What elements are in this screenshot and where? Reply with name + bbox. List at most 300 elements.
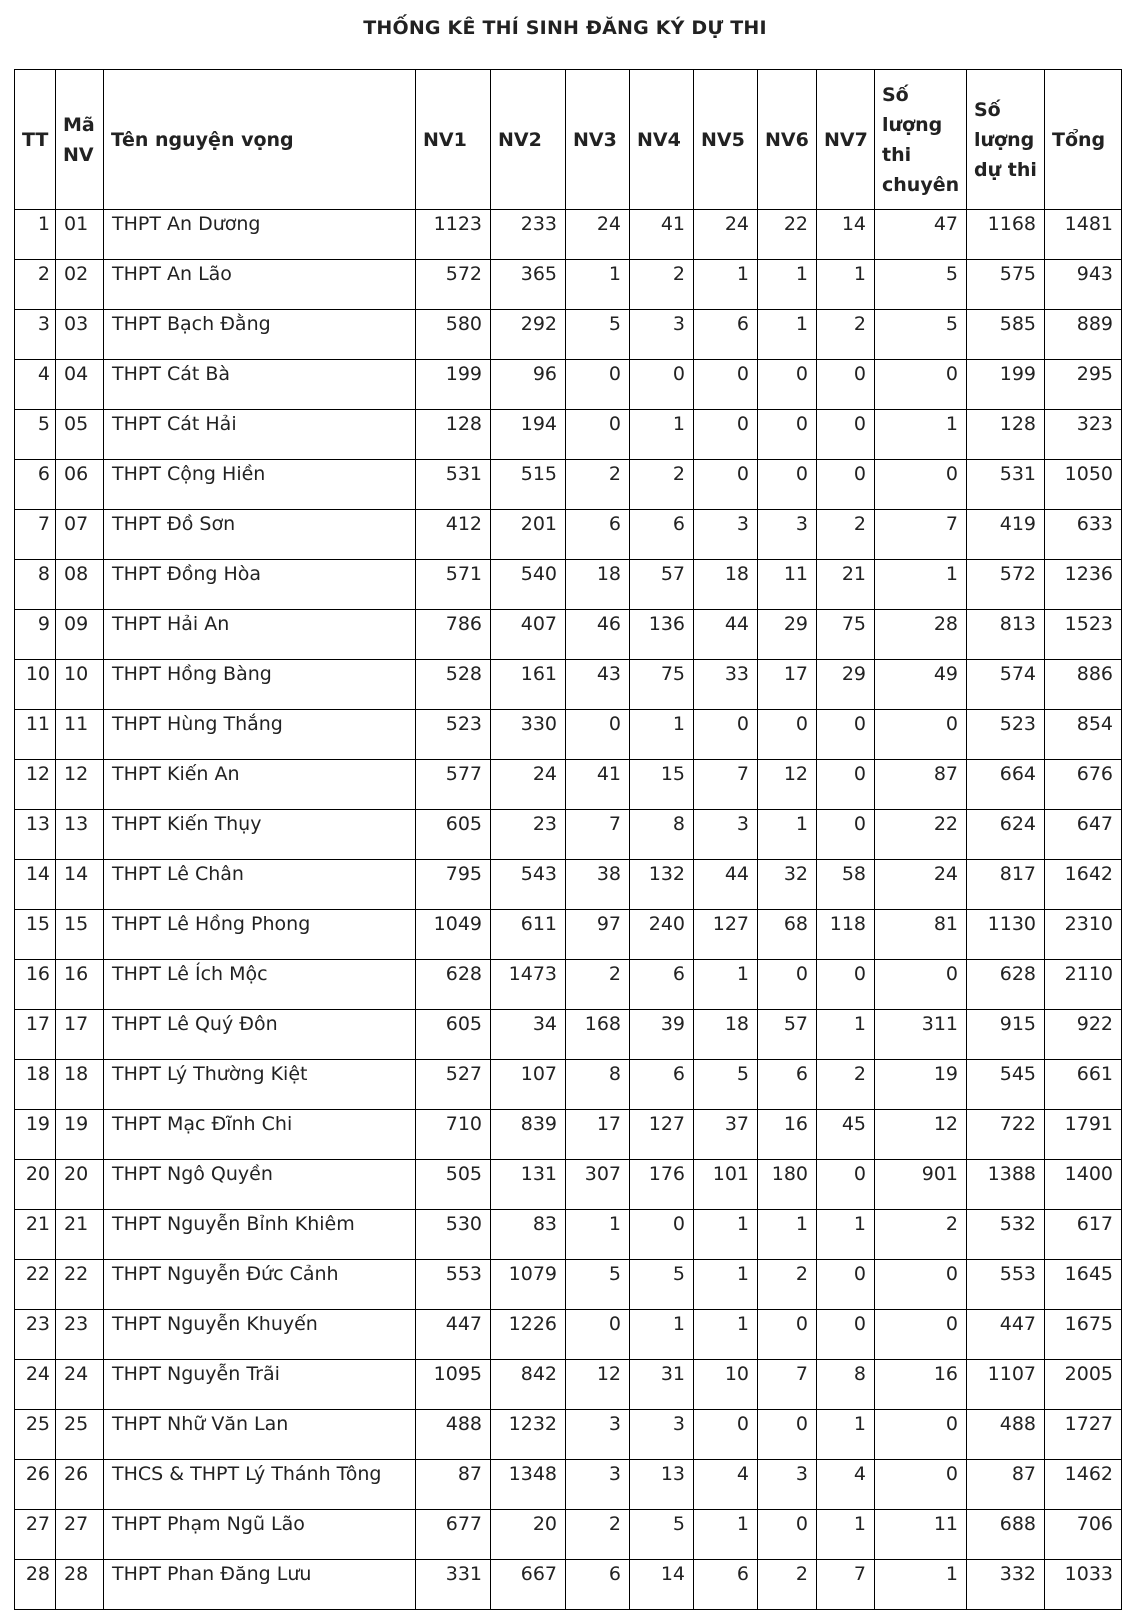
table-row: [15, 1360, 1122, 1410]
cell-nv1: 87: [416, 1460, 491, 1510]
col-header-nv4: NV4: [630, 70, 694, 210]
table-row: [15, 760, 1122, 810]
cell-specialized: 0: [875, 360, 967, 410]
col-header-nv1: NV1: [416, 70, 491, 210]
cell-nv7: 14: [817, 210, 875, 260]
cell-total: 2310: [1045, 910, 1122, 960]
cell-nv7: 0: [817, 360, 875, 410]
cell-nv6: 0: [758, 360, 817, 410]
col-header-nv7: NV7: [817, 70, 875, 210]
cell-nv1: 628: [416, 960, 491, 1010]
cell-nv1: 677: [416, 1510, 491, 1560]
cell-code: 09: [56, 610, 104, 660]
cell-nv1: 523: [416, 710, 491, 760]
cell-nv2: 540: [491, 560, 566, 610]
cell-nv4: 39: [630, 1010, 694, 1060]
cell-nv1: 553: [416, 1260, 491, 1310]
cell-nv2: 1079: [491, 1260, 566, 1310]
cell-total: 633: [1045, 510, 1122, 560]
cell-nv1: 605: [416, 810, 491, 860]
table-body: [15, 210, 1122, 1610]
cell-nv4: 57: [630, 560, 694, 610]
cell-nv5: 24: [694, 210, 758, 260]
cell-nv7: 0: [817, 1160, 875, 1210]
cell-nv5: 18: [694, 560, 758, 610]
table-row: [15, 1460, 1122, 1510]
cell-nv4: 3: [630, 1410, 694, 1460]
cell-total: 854: [1045, 710, 1122, 760]
cell-code: 05: [56, 410, 104, 460]
cell-code: 24: [56, 1360, 104, 1410]
cell-name: THCS & THPT Lý Thánh Tông: [104, 1460, 416, 1510]
col-header-specialized: Số lượng thi chuyên: [875, 70, 967, 210]
cell-nv6: 22: [758, 210, 817, 260]
cell-nv2: 1348: [491, 1460, 566, 1510]
cell-nv4: 0: [630, 360, 694, 410]
cell-nv3: 0: [566, 410, 630, 460]
cell-nv7: 2: [817, 310, 875, 360]
cell-name: THPT Nguyễn Bỉnh Khiêm: [104, 1210, 416, 1260]
cell-tt: 23: [15, 1310, 56, 1360]
cell-nv4: 5: [630, 1510, 694, 1560]
cell-candidates: 532: [967, 1210, 1045, 1260]
cell-nv3: 168: [566, 1010, 630, 1060]
cell-code: 15: [56, 910, 104, 960]
cell-nv4: 5: [630, 1260, 694, 1310]
cell-specialized: 12: [875, 1110, 967, 1160]
cell-code: 26: [56, 1460, 104, 1510]
col-header-name: Tên nguyện vọng: [104, 70, 416, 210]
cell-nv5: 37: [694, 1110, 758, 1160]
cell-nv5: 10: [694, 1360, 758, 1410]
cell-tt: 7: [15, 510, 56, 560]
cell-nv3: 1: [566, 260, 630, 310]
cell-nv2: 543: [491, 860, 566, 910]
cell-nv7: 0: [817, 1310, 875, 1360]
cell-nv6: 57: [758, 1010, 817, 1060]
cell-nv4: 6: [630, 960, 694, 1010]
cell-total: 617: [1045, 1210, 1122, 1260]
cell-tt: 11: [15, 710, 56, 760]
cell-nv2: 365: [491, 260, 566, 310]
cell-code: 14: [56, 860, 104, 910]
cell-nv7: 0: [817, 1260, 875, 1310]
table-row: [15, 1410, 1122, 1460]
cell-name: THPT Cộng Hiền: [104, 460, 416, 510]
cell-nv3: 41: [566, 760, 630, 810]
table-row: [15, 1260, 1122, 1310]
cell-candidates: 817: [967, 860, 1045, 910]
cell-specialized: 0: [875, 1260, 967, 1310]
cell-nv5: 44: [694, 860, 758, 910]
cell-nv1: 571: [416, 560, 491, 610]
cell-nv1: 577: [416, 760, 491, 810]
cell-nv2: 515: [491, 460, 566, 510]
cell-specialized: 1: [875, 560, 967, 610]
cell-nv5: 3: [694, 510, 758, 560]
cell-name: THPT Lê Hồng Phong: [104, 910, 416, 960]
cell-tt: 15: [15, 910, 56, 960]
cell-name: THPT Bạch Đằng: [104, 310, 416, 360]
cell-nv6: 16: [758, 1110, 817, 1160]
cell-nv4: 3: [630, 310, 694, 360]
registration-table: [14, 69, 1122, 1610]
cell-nv1: 605: [416, 1010, 491, 1060]
cell-nv4: 240: [630, 910, 694, 960]
cell-nv5: 1: [694, 260, 758, 310]
cell-code: 13: [56, 810, 104, 860]
cell-nv3: 12: [566, 1360, 630, 1410]
cell-nv7: 58: [817, 860, 875, 910]
cell-nv1: 580: [416, 310, 491, 360]
cell-candidates: 915: [967, 1010, 1045, 1060]
cell-nv7: 4: [817, 1460, 875, 1510]
cell-code: 27: [56, 1510, 104, 1560]
cell-nv3: 3: [566, 1410, 630, 1460]
cell-total: 1236: [1045, 560, 1122, 610]
cell-nv4: 1: [630, 1310, 694, 1360]
cell-nv1: 531: [416, 460, 491, 510]
cell-nv5: 18: [694, 1010, 758, 1060]
cell-code: 10: [56, 660, 104, 710]
table-row: [15, 210, 1122, 260]
cell-nv4: 15: [630, 760, 694, 810]
cell-total: 1462: [1045, 1460, 1122, 1510]
cell-nv7: 0: [817, 710, 875, 760]
cell-name: THPT Phan Đăng Lưu: [104, 1560, 416, 1610]
cell-nv2: 23: [491, 810, 566, 860]
cell-tt: 28: [15, 1560, 56, 1610]
cell-total: 1675: [1045, 1310, 1122, 1360]
cell-code: 07: [56, 510, 104, 560]
cell-nv6: 17: [758, 660, 817, 710]
cell-tt: 17: [15, 1010, 56, 1060]
cell-nv6: 0: [758, 410, 817, 460]
cell-total: 647: [1045, 810, 1122, 860]
cell-name: THPT Lê Chân: [104, 860, 416, 910]
cell-code: 06: [56, 460, 104, 510]
cell-nv6: 3: [758, 1460, 817, 1510]
cell-name: THPT Hải An: [104, 610, 416, 660]
cell-tt: 3: [15, 310, 56, 360]
cell-nv6: 29: [758, 610, 817, 660]
cell-nv4: 1: [630, 710, 694, 760]
cell-nv3: 18: [566, 560, 630, 610]
cell-nv5: 1: [694, 1210, 758, 1260]
cell-tt: 26: [15, 1460, 56, 1510]
cell-nv1: 199: [416, 360, 491, 410]
cell-name: THPT Kiến An: [104, 760, 416, 810]
cell-total: 889: [1045, 310, 1122, 360]
cell-nv6: 1: [758, 1210, 817, 1260]
table-row: [15, 860, 1122, 910]
cell-candidates: 688: [967, 1510, 1045, 1560]
cell-specialized: 0: [875, 1460, 967, 1510]
cell-nv1: 710: [416, 1110, 491, 1160]
cell-candidates: 553: [967, 1260, 1045, 1310]
table-row: [15, 1010, 1122, 1060]
cell-code: 12: [56, 760, 104, 810]
cell-tt: 16: [15, 960, 56, 1010]
cell-nv6: 0: [758, 710, 817, 760]
cell-nv7: 0: [817, 460, 875, 510]
cell-nv1: 488: [416, 1410, 491, 1460]
cell-code: 25: [56, 1410, 104, 1460]
cell-nv3: 5: [566, 310, 630, 360]
cell-name: THPT Phạm Ngũ Lão: [104, 1510, 416, 1560]
cell-nv5: 1: [694, 1260, 758, 1310]
cell-total: 2005: [1045, 1360, 1122, 1410]
cell-specialized: 2: [875, 1210, 967, 1260]
col-header-nv3: NV3: [566, 70, 630, 210]
cell-nv3: 0: [566, 360, 630, 410]
cell-total: 1481: [1045, 210, 1122, 260]
cell-tt: 24: [15, 1360, 56, 1410]
cell-nv2: 842: [491, 1360, 566, 1410]
cell-nv6: 0: [758, 1310, 817, 1360]
cell-specialized: 901: [875, 1160, 967, 1210]
table-row: [15, 960, 1122, 1010]
cell-nv7: 45: [817, 1110, 875, 1160]
cell-code: 18: [56, 1060, 104, 1110]
cell-nv3: 2: [566, 460, 630, 510]
cell-nv6: 1: [758, 810, 817, 860]
cell-candidates: 574: [967, 660, 1045, 710]
cell-nv5: 5: [694, 1060, 758, 1110]
cell-nv1: 331: [416, 1560, 491, 1610]
cell-nv5: 1: [694, 1310, 758, 1360]
cell-candidates: 545: [967, 1060, 1045, 1110]
cell-nv6: 2: [758, 1560, 817, 1610]
cell-nv6: 0: [758, 960, 817, 1010]
cell-specialized: 1: [875, 410, 967, 460]
cell-nv3: 1: [566, 1210, 630, 1260]
cell-nv4: 0: [630, 1210, 694, 1260]
cell-candidates: 585: [967, 310, 1045, 360]
cell-nv2: 1232: [491, 1410, 566, 1460]
cell-tt: 14: [15, 860, 56, 910]
cell-total: 1033: [1045, 1560, 1122, 1610]
cell-nv2: 292: [491, 310, 566, 360]
cell-nv5: 0: [694, 710, 758, 760]
cell-nv4: 31: [630, 1360, 694, 1410]
cell-nv5: 0: [694, 410, 758, 460]
cell-nv4: 2: [630, 460, 694, 510]
cell-nv2: 161: [491, 660, 566, 710]
cell-tt: 20: [15, 1160, 56, 1210]
table-row: [15, 710, 1122, 760]
cell-tt: 8: [15, 560, 56, 610]
cell-nv6: 180: [758, 1160, 817, 1210]
table-row: [15, 310, 1122, 360]
cell-nv3: 0: [566, 710, 630, 760]
cell-tt: 12: [15, 760, 56, 810]
cell-tt: 22: [15, 1260, 56, 1310]
cell-code: 16: [56, 960, 104, 1010]
cell-name: THPT Nguyễn Trãi: [104, 1360, 416, 1410]
col-header-nv2: NV2: [491, 70, 566, 210]
cell-nv4: 6: [630, 1060, 694, 1110]
cell-nv5: 0: [694, 1410, 758, 1460]
cell-nv4: 132: [630, 860, 694, 910]
cell-name: THPT Ngô Quyền: [104, 1160, 416, 1210]
cell-nv5: 101: [694, 1160, 758, 1210]
cell-nv4: 13: [630, 1460, 694, 1510]
cell-nv4: 127: [630, 1110, 694, 1160]
cell-specialized: 0: [875, 1310, 967, 1360]
cell-total: 1050: [1045, 460, 1122, 510]
cell-nv3: 307: [566, 1160, 630, 1210]
cell-specialized: 0: [875, 960, 967, 1010]
cell-specialized: 49: [875, 660, 967, 710]
cell-nv5: 1: [694, 960, 758, 1010]
cell-nv5: 1: [694, 1510, 758, 1560]
cell-code: 28: [56, 1560, 104, 1610]
cell-nv5: 7: [694, 760, 758, 810]
cell-specialized: 81: [875, 910, 967, 960]
cell-total: 1727: [1045, 1410, 1122, 1460]
table-row: [15, 1110, 1122, 1160]
cell-nv2: 131: [491, 1160, 566, 1210]
table-row: [15, 1210, 1122, 1260]
cell-tt: 19: [15, 1110, 56, 1160]
cell-nv5: 0: [694, 360, 758, 410]
cell-nv3: 6: [566, 1560, 630, 1610]
cell-nv1: 527: [416, 1060, 491, 1110]
col-header-nv5: NV5: [694, 70, 758, 210]
cell-candidates: 664: [967, 760, 1045, 810]
cell-candidates: 624: [967, 810, 1045, 860]
cell-nv7: 7: [817, 1560, 875, 1610]
cell-code: 01: [56, 210, 104, 260]
cell-name: THPT An Lão: [104, 260, 416, 310]
cell-nv6: 3: [758, 510, 817, 560]
cell-candidates: 199: [967, 360, 1045, 410]
cell-specialized: 0: [875, 710, 967, 760]
cell-specialized: 5: [875, 260, 967, 310]
cell-nv2: 233: [491, 210, 566, 260]
cell-code: 20: [56, 1160, 104, 1210]
cell-name: THPT Lê Ích Mộc: [104, 960, 416, 1010]
cell-nv7: 1: [817, 1210, 875, 1260]
cell-candidates: 575: [967, 260, 1045, 310]
cell-nv6: 2: [758, 1260, 817, 1310]
cell-specialized: 22: [875, 810, 967, 860]
cell-nv1: 530: [416, 1210, 491, 1260]
cell-specialized: 1: [875, 1560, 967, 1610]
cell-nv7: 1: [817, 1410, 875, 1460]
cell-nv6: 12: [758, 760, 817, 810]
cell-nv1: 1049: [416, 910, 491, 960]
cell-candidates: 1168: [967, 210, 1045, 260]
cell-nv6: 6: [758, 1060, 817, 1110]
cell-candidates: 722: [967, 1110, 1045, 1160]
cell-code: 17: [56, 1010, 104, 1060]
cell-candidates: 128: [967, 410, 1045, 460]
cell-nv3: 2: [566, 960, 630, 1010]
cell-code: 08: [56, 560, 104, 610]
cell-specialized: 19: [875, 1060, 967, 1110]
cell-name: THPT Đồng Hòa: [104, 560, 416, 610]
cell-nv1: 505: [416, 1160, 491, 1210]
col-header-candidates: Số lượng dự thi: [967, 70, 1045, 210]
cell-specialized: 16: [875, 1360, 967, 1410]
col-header-nv6: NV6: [758, 70, 817, 210]
cell-specialized: 87: [875, 760, 967, 810]
cell-specialized: 47: [875, 210, 967, 260]
cell-total: 1645: [1045, 1260, 1122, 1310]
cell-name: THPT Hùng Thắng: [104, 710, 416, 760]
table-row: [15, 360, 1122, 410]
col-header-code: Mã NV: [56, 70, 104, 210]
cell-nv5: 127: [694, 910, 758, 960]
cell-nv7: 1: [817, 260, 875, 310]
cell-candidates: 488: [967, 1410, 1045, 1460]
cell-code: 23: [56, 1310, 104, 1360]
cell-nv2: 1473: [491, 960, 566, 1010]
cell-candidates: 523: [967, 710, 1045, 760]
cell-candidates: 1130: [967, 910, 1045, 960]
cell-nv4: 176: [630, 1160, 694, 1210]
cell-nv5: 6: [694, 310, 758, 360]
cell-name: THPT Đồ Sơn: [104, 510, 416, 560]
cell-code: 19: [56, 1110, 104, 1160]
cell-nv5: 4: [694, 1460, 758, 1510]
cell-nv7: 0: [817, 410, 875, 460]
cell-nv2: 407: [491, 610, 566, 660]
table-row: [15, 1060, 1122, 1110]
cell-nv3: 24: [566, 210, 630, 260]
cell-total: 2110: [1045, 960, 1122, 1010]
cell-nv5: 33: [694, 660, 758, 710]
cell-specialized: 11: [875, 1510, 967, 1560]
cell-name: THPT Nguyễn Khuyến: [104, 1310, 416, 1360]
cell-nv1: 447: [416, 1310, 491, 1360]
cell-nv7: 75: [817, 610, 875, 660]
cell-nv6: 1: [758, 310, 817, 360]
cell-candidates: 813: [967, 610, 1045, 660]
cell-total: 676: [1045, 760, 1122, 810]
cell-nv1: 786: [416, 610, 491, 660]
cell-nv6: 0: [758, 1410, 817, 1460]
cell-tt: 25: [15, 1410, 56, 1460]
cell-code: 03: [56, 310, 104, 360]
cell-code: 21: [56, 1210, 104, 1260]
cell-code: 02: [56, 260, 104, 310]
cell-tt: 27: [15, 1510, 56, 1560]
table-row: [15, 1310, 1122, 1360]
cell-nv2: 201: [491, 510, 566, 560]
cell-nv2: 24: [491, 760, 566, 810]
cell-nv3: 2: [566, 1510, 630, 1560]
table-row: [15, 510, 1122, 560]
cell-nv7: 1: [817, 1510, 875, 1560]
cell-nv7: 0: [817, 960, 875, 1010]
cell-nv2: 107: [491, 1060, 566, 1110]
table-row: [15, 1560, 1122, 1610]
cell-tt: 6: [15, 460, 56, 510]
cell-nv2: 839: [491, 1110, 566, 1160]
cell-name: THPT An Dương: [104, 210, 416, 260]
cell-total: 323: [1045, 410, 1122, 460]
cell-name: THPT Hồng Bàng: [104, 660, 416, 710]
cell-name: THPT Cát Hải: [104, 410, 416, 460]
cell-nv7: 118: [817, 910, 875, 960]
cell-total: 943: [1045, 260, 1122, 310]
cell-total: 922: [1045, 1010, 1122, 1060]
cell-nv2: 1226: [491, 1310, 566, 1360]
cell-code: 04: [56, 360, 104, 410]
